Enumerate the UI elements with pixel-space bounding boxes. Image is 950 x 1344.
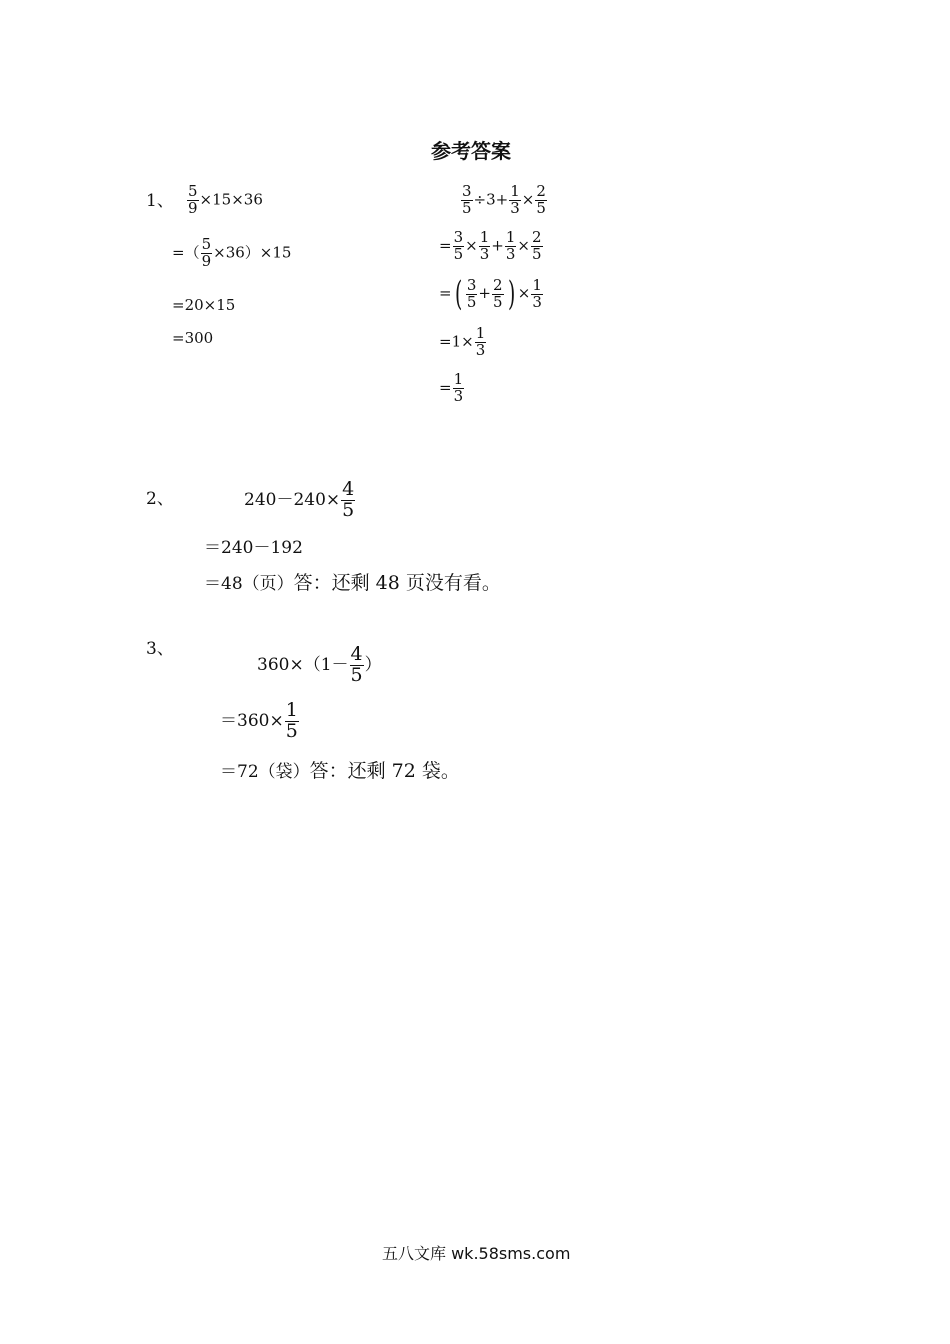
q3-answer: 答：还剩 72 袋。 bbox=[309, 760, 460, 782]
fraction: $\frac{1}{3}$ bbox=[453, 370, 464, 405]
q1-right-line-2: = $\frac{3}{5}$ × $\frac{1}{3}$ + $\frac{1}{3}$ × $\frac{2}{5}$ bbox=[439, 228, 542, 263]
q3-line-3 bbox=[220, 762, 460, 781]
q2-number: 2、 bbox=[146, 489, 174, 509]
fraction: $\frac{3}{5}$ bbox=[466, 275, 477, 311]
fraction: $\frac{1}{3}$ bbox=[505, 228, 516, 263]
fraction: $\frac{1}{3}$ bbox=[510, 182, 520, 217]
fraction: $\frac{3}{5}$ bbox=[462, 182, 472, 217]
fraction: $\frac{4}{5}$ bbox=[342, 478, 355, 521]
fraction: $\frac{1}{3}$ bbox=[479, 228, 490, 263]
q1-right-line-1: $\frac{3}{5}$ ÷3+ $\frac{1}{3}$ × $\frac{2}{5}$ bbox=[462, 182, 546, 217]
q3-line-1: 360×（1－ $\frac{4}{5}$ ） bbox=[257, 643, 382, 686]
fraction: $\frac{5}{9}$ bbox=[188, 182, 198, 217]
q1-number: 1、 bbox=[146, 191, 174, 211]
right-paren: ) bbox=[507, 274, 515, 314]
left-paren: ( bbox=[454, 274, 462, 314]
footer-watermark: 五八文库 wk.58sms.com bbox=[382, 1244, 571, 1263]
fraction: $\frac{1}{3}$ bbox=[475, 324, 486, 359]
q2-line-3 bbox=[204, 574, 501, 593]
q2-line-2: ＝240－192 bbox=[204, 538, 303, 558]
fraction: $\frac{2}{5}$ bbox=[492, 275, 503, 311]
q1-right-line-5: = $\frac{1}{3}$ bbox=[439, 370, 464, 405]
q3-line-2: ＝360× $\frac{1}{5}$ bbox=[220, 699, 298, 742]
page-title: 参考答案 bbox=[431, 139, 511, 163]
q3-number: 3、 bbox=[146, 639, 174, 659]
fraction: $\frac{2}{5}$ bbox=[536, 182, 546, 217]
fraction: $\frac{2}{5}$ bbox=[531, 228, 542, 263]
q2-line-1: 240－240× $\frac{4}{5}$ bbox=[244, 478, 355, 521]
fraction: $\frac{1}{3}$ bbox=[532, 275, 542, 311]
fraction: $\frac{3}{5}$ bbox=[453, 228, 464, 263]
fraction: $\frac{4}{5}$ bbox=[350, 643, 363, 686]
q2-answer: 答：还剩 48 页没有看。 bbox=[293, 572, 501, 594]
q1-right-line-4: =1× $\frac{1}{3}$ bbox=[439, 324, 486, 359]
fraction: $\frac{1}{5}$ bbox=[285, 699, 298, 742]
q1-left-line-2: =（ $\frac{5}{9}$ ×36）×15 bbox=[172, 235, 292, 270]
q1-left-line-3: =20×15 bbox=[172, 296, 236, 314]
q1-right-line-3: =( $\frac{3}{5}$ + $\frac{2}{5}$ ) × $\frac{1}{3}$ bbox=[439, 274, 542, 314]
q3-result: ＝72（袋） bbox=[220, 762, 310, 782]
q1-left-line-1: $\frac{5}{9}$ ×15×36 bbox=[188, 182, 263, 217]
fraction: $\frac{5}{9}$ bbox=[201, 235, 212, 270]
q2-result: ＝48（页） bbox=[204, 574, 294, 594]
q1-left-line-4: =300 bbox=[172, 329, 214, 347]
